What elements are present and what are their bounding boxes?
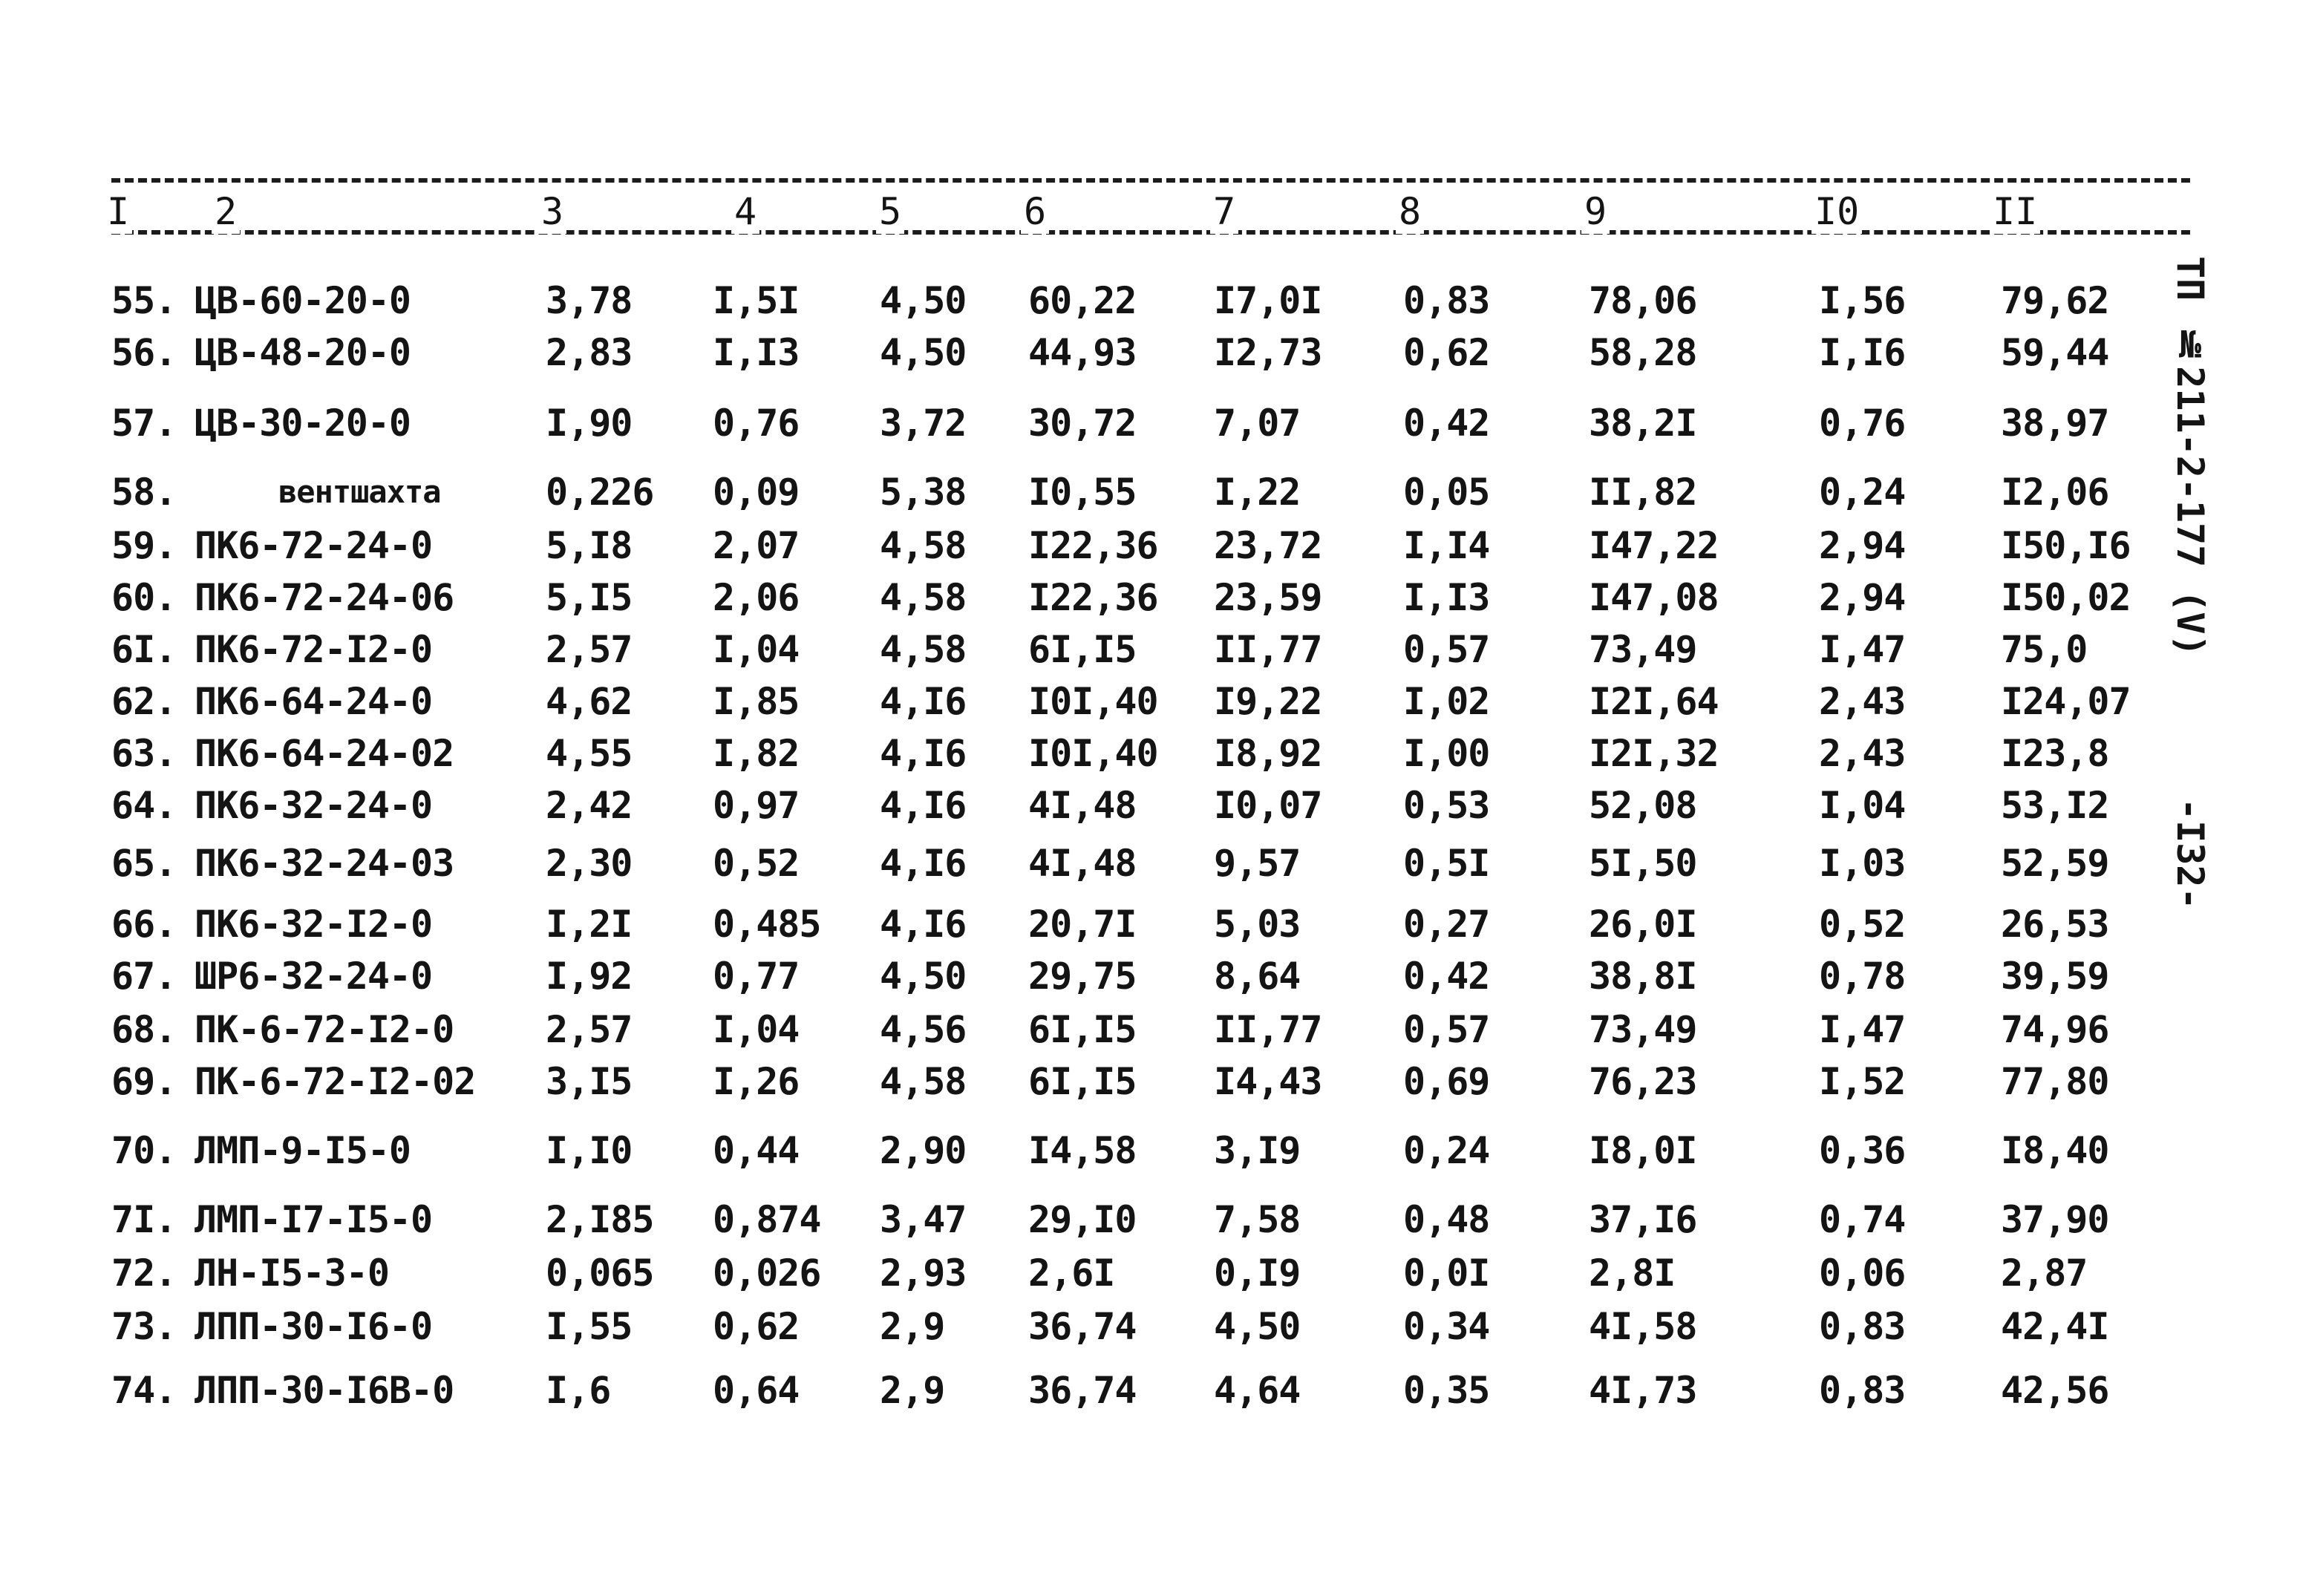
- table-cell-col-3: 2,42: [546, 784, 633, 827]
- table-cell-col-10: I,I6: [1819, 331, 1906, 374]
- table-cell-col-6: I0,55: [1028, 471, 1137, 514]
- table-cell-col-6: I22,36: [1028, 524, 1158, 567]
- table-cell-col-9: 58,28: [1589, 331, 1697, 374]
- column-header-2: 2: [212, 189, 240, 234]
- table-cell-col-5: 4,I6: [880, 732, 967, 775]
- row-designation: ПК6-32-24-03: [195, 842, 454, 885]
- table-cell-col-10: 0,36: [1819, 1129, 1906, 1172]
- row-designation: ЛН-I5-3-0: [195, 1252, 389, 1295]
- column-header-3: 3: [538, 189, 566, 234]
- table-cell-col-8: I,I3: [1403, 576, 1490, 619]
- table-cell-col-10: 0,06: [1819, 1252, 1906, 1295]
- table-row: [0, 837, 2323, 889]
- table-cell-col-9: I8,0I: [1589, 1129, 1697, 1172]
- table-cell-col-4: 0,52: [713, 842, 800, 885]
- table-cell-col-4: I,26: [713, 1060, 800, 1103]
- row-designation: вентшахта: [278, 474, 441, 510]
- table-cell-col-9: 38,8I: [1589, 955, 1697, 998]
- table-row: [0, 1301, 2323, 1353]
- row-number: 74.: [111, 1369, 177, 1412]
- table-cell-col-9: I2I,32: [1589, 732, 1719, 775]
- page-number: -I32-: [2169, 798, 2212, 910]
- table-cell-col-6: 60,22: [1028, 279, 1137, 322]
- table-cell-col-4: I,04: [713, 628, 800, 671]
- table-cell-col-10: 0,83: [1819, 1305, 1906, 1348]
- table-row: [0, 1194, 2323, 1246]
- table-cell-col-6: I0I,40: [1028, 732, 1158, 775]
- table-cell-col-3: I,2I: [546, 903, 633, 946]
- table-cell-col-7: 4,50: [1214, 1305, 1301, 1348]
- table-cell-col-10: 0,83: [1819, 1369, 1906, 1412]
- row-number: 60.: [111, 576, 177, 619]
- table-cell-col-3: 4,62: [546, 680, 633, 723]
- table-row: [0, 1247, 2323, 1299]
- document-code-label: ТП №211-2-177 (V): [2169, 256, 2212, 657]
- row-number: 63.: [111, 732, 177, 775]
- table-cell-col-7: 3,I9: [1214, 1129, 1301, 1172]
- table-cell-col-5: 2,9: [880, 1369, 945, 1412]
- table-cell-col-10: 2,43: [1819, 732, 1906, 775]
- table-cell-col-11: 75,0: [2001, 628, 2088, 671]
- table-cell-col-8: I,I4: [1403, 524, 1490, 567]
- table-cell-col-7: 5,03: [1214, 903, 1301, 946]
- table-cell-col-10: I,56: [1819, 279, 1906, 322]
- row-number: 67.: [111, 955, 177, 998]
- table-cell-col-9: 76,23: [1589, 1060, 1697, 1103]
- table-cell-col-10: 0,24: [1819, 471, 1906, 514]
- table-cell-col-3: 0,226: [546, 471, 654, 514]
- table-row: [0, 779, 2323, 831]
- table-cell-col-11: I2,06: [2001, 471, 2109, 514]
- table-cell-col-5: 5,38: [880, 471, 967, 514]
- column-header-11: II: [1990, 189, 2040, 234]
- table-cell-col-3: I,55: [546, 1305, 633, 1348]
- table-cell-col-10: 0,76: [1819, 402, 1906, 445]
- table-cell-col-6: 20,7I: [1028, 903, 1137, 946]
- table-row: [0, 1125, 2323, 1177]
- row-designation: ЛМП-I7-I5-0: [195, 1198, 433, 1241]
- table-cell-col-6: I0I,40: [1028, 680, 1158, 723]
- table-cell-col-5: 4,I6: [880, 842, 967, 885]
- table-cell-col-10: 2,94: [1819, 524, 1906, 567]
- table-cell-col-4: 0,485: [713, 903, 821, 946]
- table-row: [0, 898, 2323, 950]
- table-cell-col-11: 52,59: [2001, 842, 2109, 885]
- row-number: 70.: [111, 1129, 177, 1172]
- table-cell-col-8: 0,24: [1403, 1129, 1490, 1172]
- table-cell-col-4: 0,62: [713, 1305, 800, 1348]
- table-cell-col-4: I,I3: [713, 331, 800, 374]
- table-cell-col-6: 4I,48: [1028, 784, 1137, 827]
- table-cell-col-10: I,03: [1819, 842, 1906, 885]
- table-cell-col-6: 4I,48: [1028, 842, 1137, 885]
- table-cell-col-5: 4,50: [880, 331, 967, 374]
- table-cell-col-3: 2,30: [546, 842, 633, 885]
- table-cell-col-9: I47,22: [1589, 524, 1719, 567]
- table-cell-col-11: 39,59: [2001, 955, 2109, 998]
- row-designation: ШР6-32-24-0: [195, 955, 433, 998]
- table-cell-col-8: I,00: [1403, 732, 1490, 775]
- table-cell-col-9: 37,I6: [1589, 1198, 1697, 1241]
- row-number: 65.: [111, 842, 177, 885]
- table-cell-col-7: I0,07: [1214, 784, 1322, 827]
- table-cell-col-5: 4,56: [880, 1008, 967, 1051]
- table-cell-col-9: 26,0I: [1589, 903, 1697, 946]
- table-cell-col-6: 36,74: [1028, 1305, 1137, 1348]
- table-cell-col-3: 0,065: [546, 1252, 654, 1295]
- row-designation: ЦВ-30-20-0: [195, 402, 411, 445]
- table-cell-col-8: 0,34: [1403, 1305, 1490, 1348]
- row-designation: ПК6-72-24-0: [195, 524, 433, 567]
- column-header-6: 6: [1021, 189, 1049, 234]
- table-cell-col-8: I,02: [1403, 680, 1490, 723]
- table-cell-col-10: 2,43: [1819, 680, 1906, 723]
- table-cell-col-8: 0,42: [1403, 955, 1490, 998]
- column-header-10: I0: [1811, 189, 1862, 234]
- table-cell-col-9: 5I,50: [1589, 842, 1697, 885]
- table-cell-col-3: I,92: [546, 955, 633, 998]
- table-cell-col-11: 42,56: [2001, 1369, 2109, 1412]
- table-cell-col-7: 23,59: [1214, 576, 1322, 619]
- table-cell-col-6: 44,93: [1028, 331, 1137, 374]
- table-cell-col-6: 6I,I5: [1028, 1008, 1137, 1051]
- table-cell-col-5: 4,58: [880, 524, 967, 567]
- table-cell-col-7: I8,92: [1214, 732, 1322, 775]
- table-row: [0, 1056, 2323, 1108]
- table-cell-col-5: 3,47: [880, 1198, 967, 1241]
- table-cell-col-8: 0,27: [1403, 903, 1490, 946]
- table-cell-col-7: 23,72: [1214, 524, 1322, 567]
- table-cell-col-6: I4,58: [1028, 1129, 1137, 1172]
- table-cell-col-3: 5,I8: [546, 524, 633, 567]
- row-number: 56.: [111, 331, 177, 374]
- table-cell-col-9: 73,49: [1589, 1008, 1697, 1051]
- row-designation: ЦВ-60-20-0: [195, 279, 411, 322]
- table-cell-col-10: I,04: [1819, 784, 1906, 827]
- table-cell-col-10: I,47: [1819, 628, 1906, 671]
- table-row: [0, 624, 2323, 676]
- table-cell-col-7: 7,07: [1214, 402, 1301, 445]
- table-cell-col-6: 6I,I5: [1028, 628, 1137, 671]
- table-cell-col-11: 79,62: [2001, 279, 2109, 322]
- column-header-7: 7: [1210, 189, 1238, 234]
- row-designation: ПК6-64-24-0: [195, 680, 433, 723]
- row-designation: ПК6-72-24-06: [195, 576, 454, 619]
- column-header-8: 8: [1396, 189, 1424, 234]
- row-designation: ПК-6-72-I2-0: [195, 1008, 454, 1051]
- row-number: 68.: [111, 1008, 177, 1051]
- table-cell-col-8: 0,5I: [1403, 842, 1490, 885]
- table-cell-col-7: I2,73: [1214, 331, 1322, 374]
- table-cell-col-11: I8,40: [2001, 1129, 2109, 1172]
- table-cell-col-3: 2,57: [546, 1008, 633, 1051]
- table-cell-col-11: 77,80: [2001, 1060, 2109, 1103]
- table-cell-col-4: I,5I: [713, 279, 800, 322]
- table-row: [0, 520, 2323, 572]
- table-cell-col-8: 0,83: [1403, 279, 1490, 322]
- table-cell-col-10: I,52: [1819, 1060, 1906, 1103]
- table-cell-col-7: 9,57: [1214, 842, 1301, 885]
- column-header-1: I: [104, 189, 132, 234]
- table-cell-col-8: 0,0I: [1403, 1252, 1490, 1295]
- table-cell-col-8: 0,53: [1403, 784, 1490, 827]
- table-row: [0, 327, 2323, 379]
- table-cell-col-8: 0,35: [1403, 1369, 1490, 1412]
- table-cell-col-3: 3,I5: [546, 1060, 633, 1103]
- table-cell-col-9: 4I,73: [1589, 1369, 1697, 1412]
- table-cell-col-6: 29,75: [1028, 955, 1137, 998]
- table-cell-col-8: 0,42: [1403, 402, 1490, 445]
- table-cell-col-5: 2,93: [880, 1252, 967, 1295]
- table-cell-col-6: 6I,I5: [1028, 1060, 1137, 1103]
- row-number: 73.: [111, 1305, 177, 1348]
- table-cell-col-8: 0,62: [1403, 331, 1490, 374]
- row-designation: ПК6-64-24-02: [195, 732, 454, 775]
- table-row: [0, 572, 2323, 624]
- table-cell-col-4: 2,07: [713, 524, 800, 567]
- table-cell-col-4: I,82: [713, 732, 800, 775]
- table-cell-col-11: 38,97: [2001, 402, 2109, 445]
- table-cell-col-9: 78,06: [1589, 279, 1697, 322]
- column-header-4: 4: [731, 189, 759, 234]
- table-cell-col-11: I50,I6: [2001, 524, 2131, 567]
- table-cell-col-9: I47,08: [1589, 576, 1719, 619]
- table-row: [0, 397, 2323, 449]
- row-number: 59.: [111, 524, 177, 567]
- table-cell-col-9: II,82: [1589, 471, 1697, 514]
- table-cell-col-11: 37,90: [2001, 1198, 2109, 1241]
- row-designation: ЛПП-30-I6В-0: [195, 1369, 454, 1412]
- table-cell-col-7: 8,64: [1214, 955, 1301, 998]
- table-cell-col-8: 0,48: [1403, 1198, 1490, 1241]
- table-cell-col-5: 4,I6: [880, 680, 967, 723]
- table-cell-col-11: 59,44: [2001, 331, 2109, 374]
- table-cell-col-6: 29,I0: [1028, 1198, 1137, 1241]
- table-cell-col-11: 74,96: [2001, 1008, 2109, 1051]
- row-number: 69.: [111, 1060, 177, 1103]
- column-header-9: 9: [1581, 189, 1610, 234]
- table-row: [0, 1364, 2323, 1416]
- table-cell-col-11: 26,53: [2001, 903, 2109, 946]
- column-header-5: 5: [876, 189, 904, 234]
- table-cell-col-11: I23,8: [2001, 732, 2109, 775]
- table-cell-col-8: 0,57: [1403, 628, 1490, 671]
- table-cell-col-11: 2,87: [2001, 1252, 2088, 1295]
- table-cell-col-4: I,85: [713, 680, 800, 723]
- table-row: [0, 727, 2323, 779]
- row-number: 57.: [111, 402, 177, 445]
- table-cell-col-6: I22,36: [1028, 576, 1158, 619]
- table-cell-col-9: I2I,64: [1589, 680, 1719, 723]
- table-cell-col-5: 4,I6: [880, 903, 967, 946]
- row-designation: ПК-6-72-I2-02: [195, 1060, 476, 1103]
- row-number: 62.: [111, 680, 177, 723]
- table-cell-col-3: 2,57: [546, 628, 633, 671]
- table-header: [0, 189, 2323, 234]
- table-cell-col-5: 4,50: [880, 955, 967, 998]
- table-cell-col-3: I,6: [546, 1369, 611, 1412]
- table-row: [0, 275, 2323, 327]
- table-cell-col-11: I24,07: [2001, 680, 2131, 723]
- row-designation: ПК6-72-I2-0: [195, 628, 433, 671]
- table-cell-col-11: I50,02: [2001, 576, 2131, 619]
- row-number: 7I.: [111, 1198, 177, 1241]
- table-cell-col-3: 2,83: [546, 331, 633, 374]
- table-cell-col-4: 0,76: [713, 402, 800, 445]
- table-cell-col-10: 0,52: [1819, 903, 1906, 946]
- table-cell-col-7: II,77: [1214, 1008, 1322, 1051]
- row-number: 6I.: [111, 628, 177, 671]
- table-cell-col-7: 4,64: [1214, 1369, 1301, 1412]
- table-cell-col-9: 73,49: [1589, 628, 1697, 671]
- table-cell-col-9: 52,08: [1589, 784, 1697, 827]
- table-row: [0, 676, 2323, 727]
- table-cell-col-7: 7,58: [1214, 1198, 1301, 1241]
- table-cell-col-4: 0,09: [713, 471, 800, 514]
- table-cell-col-11: 53,I2: [2001, 784, 2109, 827]
- row-number: 64.: [111, 784, 177, 827]
- table-cell-col-5: 3,72: [880, 402, 967, 445]
- row-number: 58.: [111, 471, 177, 514]
- table-cell-col-3: 4,55: [546, 732, 633, 775]
- table-cell-col-3: I,I0: [546, 1129, 633, 1172]
- table-cell-col-7: I4,43: [1214, 1060, 1322, 1103]
- table-cell-col-11: 42,4I: [2001, 1305, 2109, 1348]
- table-cell-col-4: 0,44: [713, 1129, 800, 1172]
- table-cell-col-7: 0,I9: [1214, 1252, 1301, 1295]
- table-cell-col-5: 2,90: [880, 1129, 967, 1172]
- table-cell-col-6: 2,6I: [1028, 1252, 1115, 1295]
- table-cell-col-3: I,90: [546, 402, 633, 445]
- table-row: [0, 1004, 2323, 1056]
- table-cell-col-4: 0,77: [713, 955, 800, 998]
- table-row: [0, 466, 2323, 518]
- row-designation: ЛМП-9-I5-0: [195, 1129, 411, 1172]
- table-cell-col-5: 4,58: [880, 1060, 967, 1103]
- table-cell-col-8: 0,69: [1403, 1060, 1490, 1103]
- row-designation: ЦВ-48-20-0: [195, 331, 411, 374]
- table-cell-col-4: 0,874: [713, 1198, 821, 1241]
- table-cell-col-3: 5,I5: [546, 576, 633, 619]
- table-cell-col-7: I7,0I: [1214, 279, 1322, 322]
- row-number: 72.: [111, 1252, 177, 1295]
- table-cell-col-10: 2,94: [1819, 576, 1906, 619]
- table-cell-col-7: I9,22: [1214, 680, 1322, 723]
- table-cell-col-8: 0,05: [1403, 471, 1490, 514]
- table-cell-col-10: I,47: [1819, 1008, 1906, 1051]
- table-cell-col-6: 30,72: [1028, 402, 1137, 445]
- table-cell-col-6: 36,74: [1028, 1369, 1137, 1412]
- table-cell-col-4: 0,026: [713, 1252, 821, 1295]
- row-designation: ПК6-32-24-0: [195, 784, 433, 827]
- table-cell-col-4: 0,97: [713, 784, 800, 827]
- table-cell-col-9: 4I,58: [1589, 1305, 1697, 1348]
- table-cell-col-9: 2,8I: [1589, 1252, 1676, 1295]
- table-cell-col-3: 3,78: [546, 279, 633, 322]
- table-cell-col-4: 0,64: [713, 1369, 800, 1412]
- row-designation: ПК6-32-I2-0: [195, 903, 433, 946]
- table-cell-col-7: II,77: [1214, 628, 1322, 671]
- table-cell-col-9: 38,2I: [1589, 402, 1697, 445]
- table-cell-col-5: 4,58: [880, 576, 967, 619]
- table-cell-col-10: 0,78: [1819, 955, 1906, 998]
- table-cell-col-5: 2,9: [880, 1305, 945, 1348]
- table-cell-col-4: 2,06: [713, 576, 800, 619]
- row-number: 66.: [111, 903, 177, 946]
- row-designation: ЛПП-30-I6-0: [195, 1305, 433, 1348]
- table-cell-col-7: I,22: [1214, 471, 1301, 514]
- table-cell-col-5: 4,58: [880, 628, 967, 671]
- row-number: 55.: [111, 279, 177, 322]
- table-cell-col-8: 0,57: [1403, 1008, 1490, 1051]
- table-cell-col-5: 4,I6: [880, 784, 967, 827]
- header-top-rule: [111, 178, 2190, 183]
- table-cell-col-4: I,04: [713, 1008, 800, 1051]
- table-cell-col-5: 4,50: [880, 279, 967, 322]
- table-cell-col-3: 2,I85: [546, 1198, 654, 1241]
- table-row: [0, 950, 2323, 1002]
- table-cell-col-10: 0,74: [1819, 1198, 1906, 1241]
